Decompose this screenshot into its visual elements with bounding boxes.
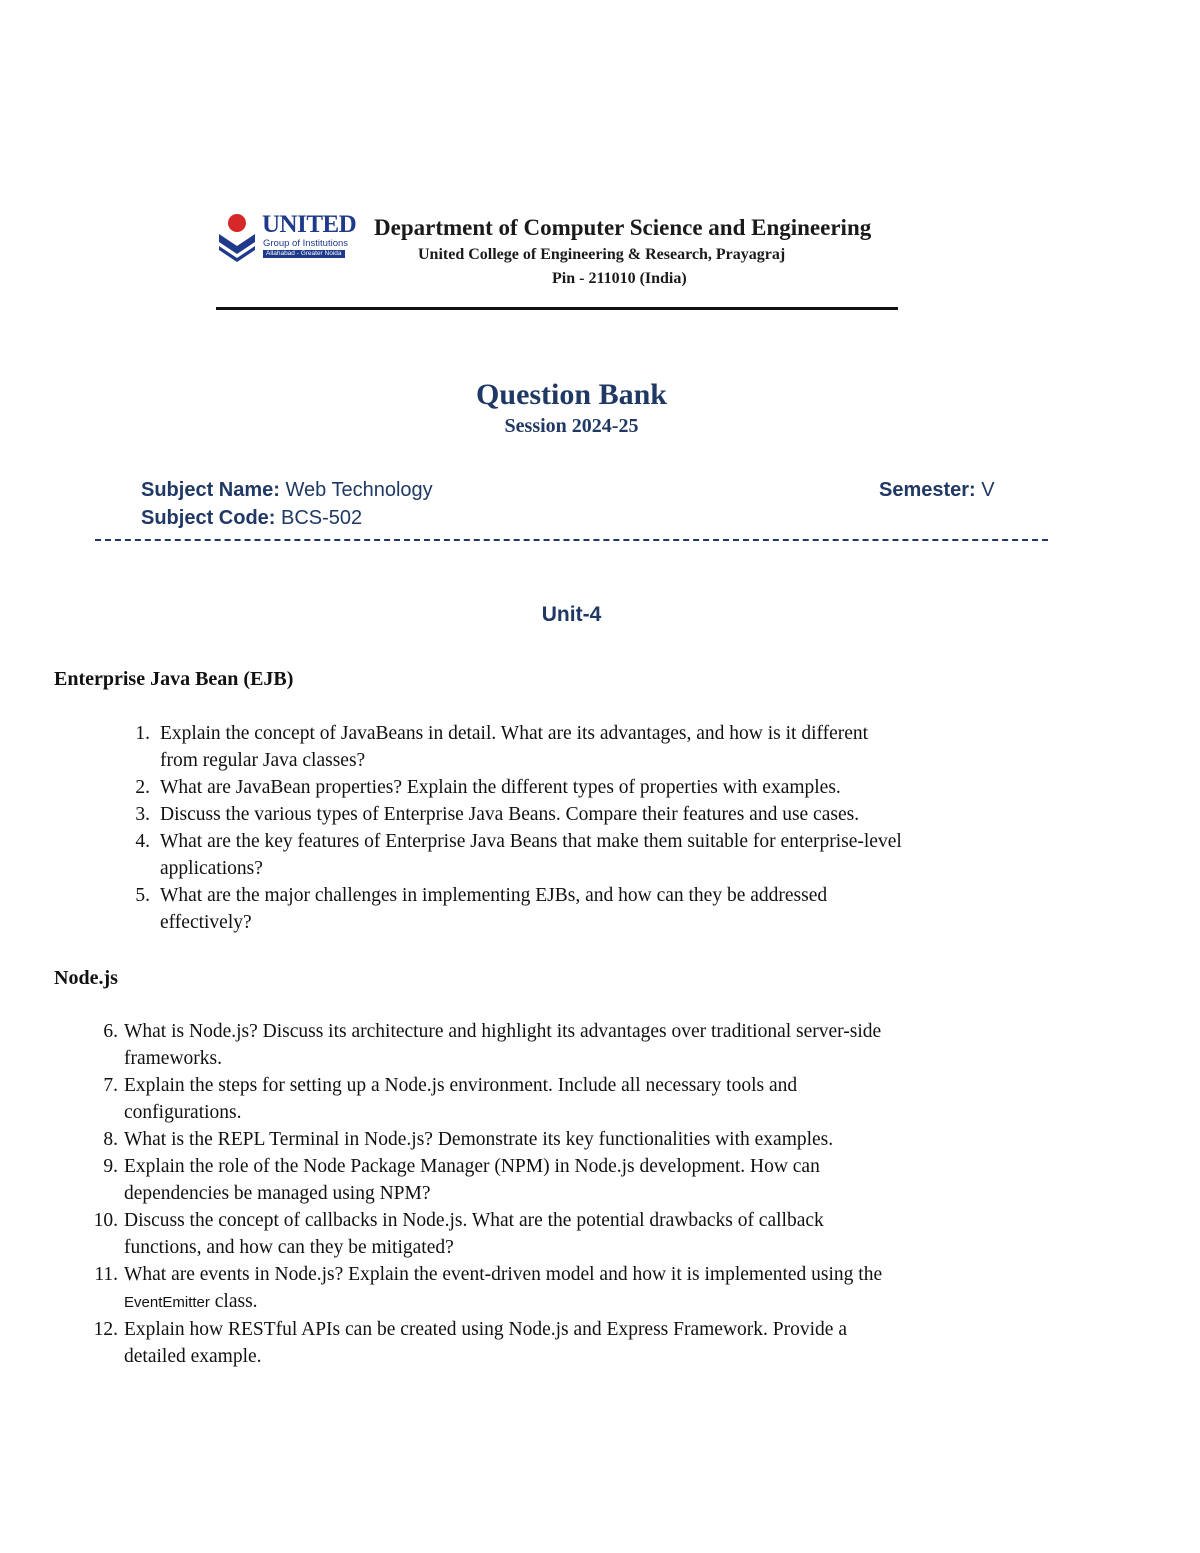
subject-code-label: Subject Code:: [141, 507, 276, 529]
logo-emblem-icon: [216, 212, 258, 262]
logo-wordmark: UNITED: [262, 211, 357, 238]
question-line: dependencies be managed using NPM?: [124, 1183, 431, 1204]
section-heading-nodejs: Node.js: [54, 967, 118, 989]
question-line: What are the key features of Enterprise Java Beans that make them suitable for enterprise-level: [160, 831, 902, 852]
question-item: [103, 1153, 1054, 1207]
question-line: detailed example.: [124, 1346, 262, 1367]
subject-code-value: BCS-502: [281, 507, 363, 529]
question-line: from regular Java classes?: [160, 750, 366, 771]
question-item: [94, 1261, 1054, 1316]
question-line: Explain the role of the Node Package Manager (NPM) in Node.js development. How can: [124, 1156, 820, 1177]
question-item: [135, 720, 1060, 774]
question-number: 8.: [103, 1129, 118, 1150]
question-item: [135, 882, 1060, 936]
question-line: Explain the concept of JavaBeans in detail. What are its advantages, and how is it different: [160, 723, 869, 744]
question-list-ejb: [135, 720, 1060, 936]
logo-subtitle: Group of Institutions: [263, 238, 349, 249]
question-line: What is Node.js? Discuss its architecture and highlight its advantages over traditional server-side: [124, 1021, 882, 1042]
question-line: Discuss the various types of Enterprise Java Beans. Compare their features and use cases.: [160, 804, 860, 825]
question-line: What is the REPL Terminal in Node.js? Demonstrate its key functionalities with examples.: [124, 1129, 834, 1150]
question-item: [135, 828, 1060, 882]
logo-locations: Allahabad - Greater Noida: [263, 250, 345, 258]
question-line: applications?: [160, 858, 263, 879]
question-item: [103, 1126, 1054, 1153]
question-line: Explain the steps for setting up a Node.js environment. Include all necessary tools and: [124, 1075, 798, 1096]
institution-logo: [216, 212, 356, 266]
question-number: 4.: [135, 831, 150, 852]
semester-value: V: [981, 479, 995, 501]
question-line: Discuss the concept of callbacks in Node.js. What are the potential drawbacks of callback: [124, 1210, 824, 1231]
question-number: 6.: [103, 1021, 118, 1042]
college-pin: Pin - 211010 (India): [552, 270, 687, 287]
letterhead: [216, 208, 898, 312]
subject-name-label: Subject Name:: [141, 479, 280, 501]
question-number: 10.: [93, 1210, 118, 1231]
question-line: functions, and how can they be mitigated?: [124, 1237, 454, 1258]
question-line: Explain how RESTful APIs can be created using Node.js and Express Framework. Provide a: [124, 1319, 847, 1340]
question-line: configurations.: [124, 1102, 242, 1123]
subject-name: [141, 477, 433, 503]
question-item: [93, 1207, 1054, 1261]
unit-heading: Unit-4: [541, 603, 602, 626]
question-line: What are events in Node.js? Explain the event-driven model and how it is implemented using the: [124, 1264, 883, 1285]
code-term: EventEmitter: [124, 1294, 210, 1311]
question-line: effectively?: [160, 912, 252, 933]
question-number: 9.: [103, 1156, 118, 1177]
department-title: Department of Computer Science and Engineering: [374, 215, 872, 240]
document-title: Question Bank: [476, 378, 667, 411]
section-heading-ejb: Enterprise Java Bean (EJB): [54, 668, 294, 690]
question-line: [124, 1288, 1054, 1316]
question-number: 7.: [103, 1075, 118, 1096]
header-divider: [216, 307, 898, 310]
question-list-nodejs: [93, 1018, 1054, 1370]
question-line-tail: class.: [209, 1291, 258, 1312]
question-item: [135, 774, 1060, 801]
question-number: 1.: [135, 723, 150, 744]
semester-label: Semester:: [879, 479, 976, 501]
question-number: 12.: [93, 1319, 118, 1340]
semester: [879, 477, 995, 503]
question-number: 11.: [94, 1264, 118, 1285]
question-line: What are JavaBean properties? Explain the different types of properties with examples.: [160, 777, 841, 798]
subject-code: [141, 505, 362, 531]
question-item: [103, 1018, 1054, 1072]
college-name: United College of Engineering & Research, Prayagraj: [418, 246, 786, 263]
question-item: [103, 1072, 1054, 1126]
subject-name-value: Web Technology: [285, 479, 433, 501]
session-label: Session 2024-25: [504, 415, 639, 437]
question-line: frameworks.: [124, 1048, 223, 1069]
question-item: [135, 801, 1060, 828]
question-number: 5.: [135, 885, 150, 906]
question-number: 3.: [135, 804, 150, 825]
question-item: [93, 1316, 1054, 1370]
question-line: What are the major challenges in implementing EJBs, and how can they be addressed: [160, 885, 828, 906]
question-number: 2.: [135, 777, 150, 798]
dashed-divider: [95, 539, 1048, 541]
